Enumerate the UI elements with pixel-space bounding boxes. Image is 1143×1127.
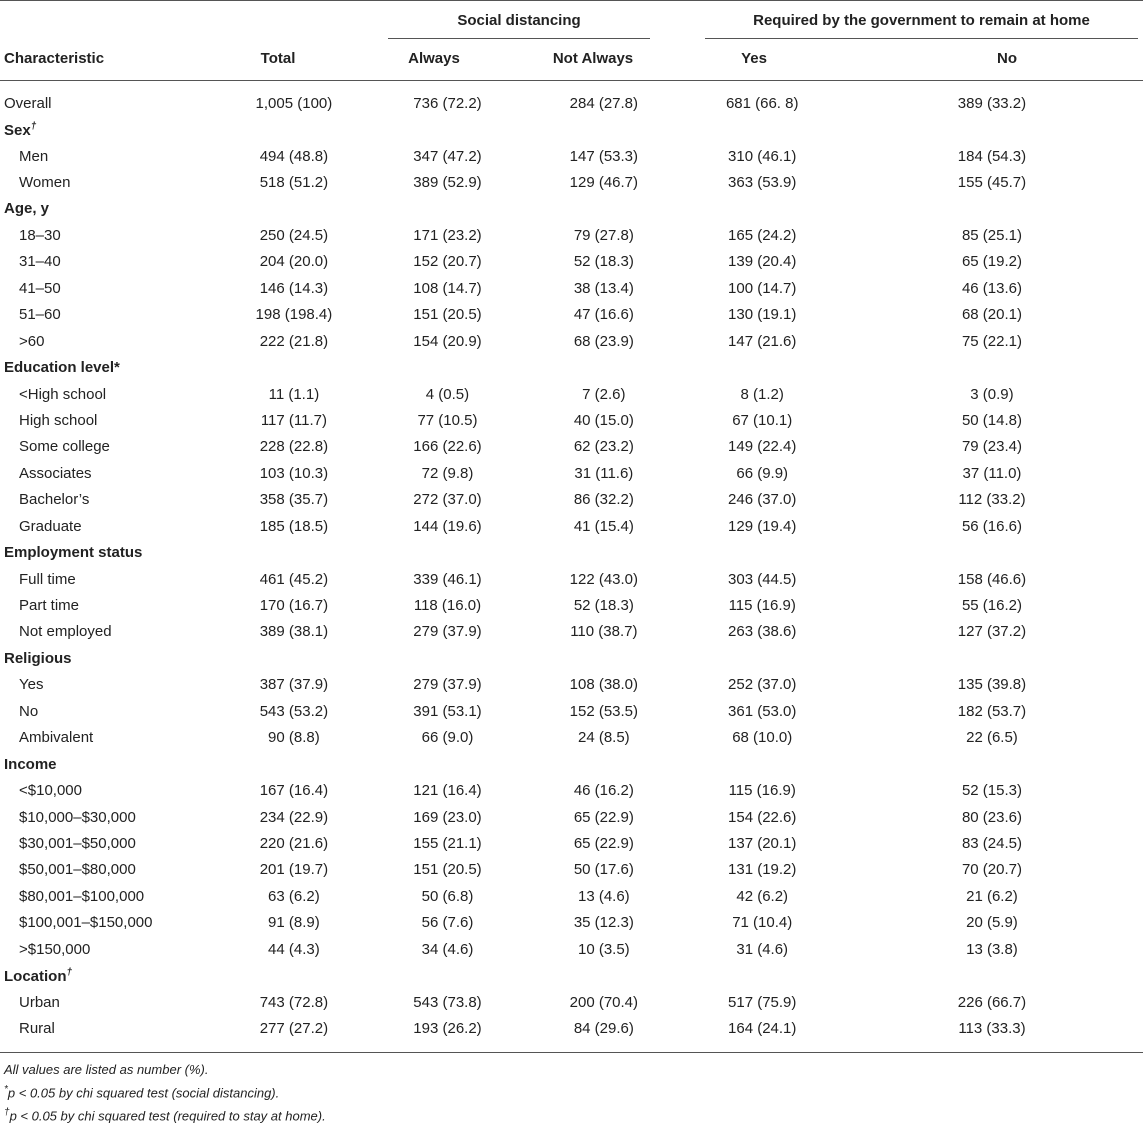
table-cell: 65 (19.2) bbox=[961, 253, 1022, 271]
table-cell: 193 (26.2) bbox=[413, 1020, 482, 1038]
table-cell: 80 (23.6) bbox=[961, 808, 1022, 826]
table-cell: 65 (22.9) bbox=[573, 808, 634, 826]
table-row bbox=[0, 804, 1143, 830]
table-row bbox=[0, 592, 1143, 618]
section-label bbox=[0, 354, 1143, 380]
table-cell: 37 (11.0) bbox=[962, 464, 1022, 482]
table-cell: 122 (43.0) bbox=[569, 570, 639, 588]
table-cell: 167 (16.4) bbox=[259, 782, 329, 800]
table-cell: 79 (23.4) bbox=[961, 438, 1022, 456]
table-cell: 129 (46.7) bbox=[569, 174, 639, 192]
table-cell: 166 (22.6) bbox=[413, 438, 482, 456]
top-rule bbox=[0, 0, 1143, 1]
table-cell: 52 (15.3) bbox=[961, 782, 1022, 800]
table-cell: 13 (3.8) bbox=[966, 940, 1018, 958]
table-cell: 169 (23.0) bbox=[413, 808, 482, 826]
table-cell: 67 (10.1) bbox=[732, 411, 793, 429]
table-cell: 543 (73.8) bbox=[413, 993, 482, 1011]
table-cell: 44 (4.3) bbox=[268, 940, 320, 958]
table-cell: 339 (46.1) bbox=[413, 570, 482, 588]
table-cell: 149 (22.4) bbox=[728, 438, 797, 456]
table-cell: 21 (6.2) bbox=[966, 887, 1018, 905]
table-cell: 347 (47.2) bbox=[413, 147, 482, 165]
table-row bbox=[0, 222, 1143, 248]
table-cell: 543 (53.2) bbox=[259, 702, 329, 720]
table-cell: 56 (16.6) bbox=[961, 517, 1022, 535]
section-label-text: Age, y bbox=[4, 200, 50, 218]
table-cell: 152 (53.5) bbox=[569, 702, 639, 720]
row-label: $50,001–$80,000 bbox=[19, 861, 136, 879]
table-cell: 184 (54.3) bbox=[957, 147, 1027, 165]
section-row bbox=[0, 751, 1143, 777]
section-label bbox=[0, 962, 1143, 988]
table-cell: 24 (8.5) bbox=[577, 729, 630, 747]
table-cell: 222 (21.8) bbox=[259, 332, 329, 350]
table-cell: 75 (22.1) bbox=[961, 332, 1022, 350]
column-header-not-always: Not Always bbox=[552, 50, 634, 67]
row-label: Some college bbox=[19, 438, 110, 456]
table-cell: 108 (38.0) bbox=[569, 676, 639, 694]
table-cell: 108 (14.7) bbox=[413, 279, 482, 297]
table-cell: 152 (20.7) bbox=[413, 253, 482, 271]
table-cell: 50 (17.6) bbox=[573, 861, 634, 879]
group-rule-social-distancing bbox=[388, 38, 650, 39]
table-cell: 63 (6.2) bbox=[268, 887, 320, 905]
footnote-values: All values are listed as number (%). bbox=[4, 1062, 209, 1077]
row-label: Bachelor’s bbox=[19, 491, 90, 509]
table-cell: 47 (16.6) bbox=[573, 306, 634, 324]
table-cell: 129 (19.4) bbox=[728, 517, 797, 535]
table-cell: 13 (4.6) bbox=[577, 887, 630, 905]
data-table bbox=[0, 90, 1143, 1042]
table-row bbox=[0, 513, 1143, 539]
table-row bbox=[0, 883, 1143, 909]
table-row bbox=[0, 275, 1143, 301]
table-cell: 252 (37.0) bbox=[728, 676, 797, 694]
table-footnotes bbox=[4, 1060, 326, 1127]
section-label bbox=[0, 196, 1143, 222]
row-label: Full time bbox=[19, 570, 76, 588]
column-header-yes: Yes bbox=[741, 50, 767, 67]
table-cell: 171 (23.2) bbox=[413, 226, 482, 244]
section-label bbox=[0, 116, 1143, 142]
table-cell: 10 (3.5) bbox=[577, 940, 630, 958]
table-cell: 22 (6.5) bbox=[966, 729, 1018, 747]
table-cell: 363 (53.9) bbox=[728, 174, 797, 192]
table-cell: 131 (19.2) bbox=[728, 861, 797, 879]
table-cell: 4 (0.5) bbox=[425, 385, 470, 403]
table-row bbox=[0, 910, 1143, 936]
table-cell: 85 (25.1) bbox=[961, 226, 1022, 244]
section-label-text: Religious bbox=[4, 649, 72, 667]
table-cell: 71 (10.4) bbox=[732, 914, 793, 932]
table-cell: 250 (24.5) bbox=[259, 226, 329, 244]
table-cell: 31 (4.6) bbox=[736, 940, 789, 958]
table-row bbox=[0, 143, 1143, 169]
table-cell: 272 (37.0) bbox=[413, 491, 482, 509]
table-row bbox=[0, 90, 1143, 116]
table-cell: 201 (19.7) bbox=[259, 861, 329, 879]
row-label: 51–60 bbox=[19, 306, 61, 324]
table-row bbox=[0, 169, 1143, 195]
table-cell: 100 (14.7) bbox=[728, 279, 797, 297]
section-row bbox=[0, 196, 1143, 222]
footnote-social-text: p < 0.05 by chi squared test (social distancing). bbox=[7, 1085, 280, 1101]
group-header-social-distancing: Social distancing bbox=[457, 12, 581, 29]
section-footnote-mark: † bbox=[66, 966, 73, 978]
table-cell: 246 (37.0) bbox=[728, 491, 797, 509]
row-label: <High school bbox=[19, 385, 107, 403]
table-row bbox=[0, 487, 1143, 513]
table-row bbox=[0, 857, 1143, 883]
table-cell: 52 (18.3) bbox=[573, 597, 634, 615]
table-row bbox=[0, 725, 1143, 751]
section-label bbox=[0, 751, 1143, 777]
row-label: Yes bbox=[19, 676, 44, 694]
table-cell: 90 (8.8) bbox=[268, 729, 320, 747]
table-row bbox=[0, 777, 1143, 803]
table-cell: 204 (20.0) bbox=[259, 253, 329, 271]
row-label: 41–50 bbox=[19, 279, 61, 297]
table-row bbox=[0, 249, 1143, 275]
table-cell: 182 (53.7) bbox=[957, 702, 1027, 720]
table-cell: 165 (24.2) bbox=[728, 226, 797, 244]
row-label: <$10,000 bbox=[19, 782, 82, 800]
row-label: $100,001–$150,000 bbox=[19, 914, 153, 932]
table-cell: 200 (70.4) bbox=[569, 993, 639, 1011]
table-cell: 83 (24.5) bbox=[961, 834, 1022, 852]
group-rule-remain-at-home bbox=[705, 38, 1138, 39]
table-body bbox=[0, 90, 1143, 1042]
table-cell: 46 (16.2) bbox=[573, 782, 634, 800]
table-cell: 151 (20.5) bbox=[413, 861, 482, 879]
table-cell: 115 (16.9) bbox=[728, 597, 796, 615]
table-cell: 41 (15.4) bbox=[573, 517, 634, 535]
row-label: >$150,000 bbox=[19, 940, 91, 958]
column-header-no: No bbox=[997, 50, 1017, 67]
table-cell: 154 (22.6) bbox=[728, 808, 797, 826]
table-cell: 38 (13.4) bbox=[573, 279, 634, 297]
table-cell: 137 (20.1) bbox=[728, 834, 797, 852]
table-cell: 198 (198.4) bbox=[255, 306, 333, 324]
table-cell: 62 (23.2) bbox=[573, 438, 634, 456]
table-cell: 112 (33.2) bbox=[958, 491, 1026, 509]
table-cell: 389 (52.9) bbox=[413, 174, 482, 192]
table-cell: 303 (44.5) bbox=[728, 570, 797, 588]
row-label: >60 bbox=[19, 332, 45, 350]
footnote-mark-asterisk: * bbox=[4, 1084, 8, 1095]
group-header-remain-at-home: Required by the government to remain at home bbox=[753, 12, 1090, 29]
table-cell: 154 (20.9) bbox=[413, 332, 482, 350]
table-cell: 1,005 (100) bbox=[255, 94, 333, 112]
section-label-text: Sex bbox=[4, 121, 31, 139]
row-label: Men bbox=[19, 147, 49, 165]
table-cell: 52 (18.3) bbox=[573, 253, 634, 271]
table-cell: 279 (37.9) bbox=[413, 676, 482, 694]
row-label: Rural bbox=[19, 1020, 55, 1038]
section-label-text: Employment status bbox=[4, 544, 143, 562]
table-cell: 79 (27.8) bbox=[573, 226, 634, 244]
table-cell: 389 (33.2) bbox=[957, 94, 1027, 112]
table-cell: 361 (53.0) bbox=[728, 702, 797, 720]
row-label: Not employed bbox=[19, 623, 112, 641]
row-label: $80,001–$100,000 bbox=[19, 887, 145, 905]
table-cell: 234 (22.9) bbox=[259, 808, 329, 826]
table-cell: 8 (1.2) bbox=[740, 385, 784, 403]
table-cell: 31 (11.6) bbox=[574, 464, 634, 482]
table-cell: 50 (6.8) bbox=[421, 887, 474, 905]
row-label: 18–30 bbox=[19, 226, 61, 244]
section-row bbox=[0, 354, 1143, 380]
table-cell: 20 (5.9) bbox=[966, 914, 1018, 932]
section-footnote-mark: † bbox=[30, 120, 37, 132]
table-cell: 42 (6.2) bbox=[736, 887, 789, 905]
table-cell: 46 (13.6) bbox=[961, 279, 1022, 297]
table-cell: 50 (14.8) bbox=[961, 411, 1022, 429]
table-cell: 121 (16.4) bbox=[413, 782, 482, 800]
table-cell: 68 (20.1) bbox=[961, 306, 1022, 324]
table-cell: 70 (20.7) bbox=[961, 861, 1022, 879]
table-row bbox=[0, 830, 1143, 856]
table-cell: 118 (16.0) bbox=[413, 597, 482, 615]
row-label: Overall bbox=[4, 94, 52, 112]
table-cell: 220 (21.6) bbox=[259, 834, 329, 852]
table-cell: 35 (12.3) bbox=[573, 914, 634, 932]
footnote-mark-dagger: † bbox=[4, 1107, 10, 1119]
header-rule bbox=[0, 80, 1143, 81]
table-row bbox=[0, 698, 1143, 724]
table-cell: 389 (38.1) bbox=[259, 623, 329, 641]
column-header-total: Total bbox=[260, 50, 296, 67]
table-cell: 391 (53.1) bbox=[413, 702, 482, 720]
section-row bbox=[0, 116, 1143, 142]
table-cell: 103 (10.3) bbox=[259, 464, 329, 482]
row-label: Associates bbox=[19, 464, 92, 482]
table-cell: 68 (10.0) bbox=[732, 729, 793, 747]
table-row bbox=[0, 672, 1143, 698]
table-cell: 34 (4.6) bbox=[421, 940, 474, 958]
table-cell: 170 (16.7) bbox=[259, 597, 329, 615]
table-row bbox=[0, 434, 1143, 460]
section-label bbox=[0, 539, 1143, 565]
table-cell: 518 (51.2) bbox=[259, 174, 329, 192]
table-cell: 736 (72.2) bbox=[413, 94, 482, 112]
section-label-text: Income bbox=[4, 755, 57, 773]
table-cell: 155 (45.7) bbox=[957, 174, 1027, 192]
section-label bbox=[0, 645, 1143, 671]
table-cell: 517 (75.9) bbox=[728, 993, 797, 1011]
table-row bbox=[0, 566, 1143, 592]
table-row bbox=[0, 407, 1143, 433]
row-label: Women bbox=[19, 174, 71, 192]
table-cell: 158 (46.6) bbox=[957, 570, 1027, 588]
table-cell: 77 (10.5) bbox=[417, 411, 478, 429]
table-row bbox=[0, 381, 1143, 407]
table-cell: 147 (53.3) bbox=[569, 147, 639, 165]
table-cell: 135 (39.8) bbox=[957, 676, 1027, 694]
table-cell: 461 (45.2) bbox=[259, 570, 329, 588]
table-cell: 743 (72.8) bbox=[259, 993, 329, 1011]
row-label: $30,001–$50,000 bbox=[19, 834, 136, 852]
table-cell: 68 (23.9) bbox=[573, 332, 634, 350]
table-cell: 155 (21.1) bbox=[413, 834, 482, 852]
table-cell: 110 (38.7) bbox=[570, 623, 638, 641]
table-cell: 358 (35.7) bbox=[259, 491, 329, 509]
row-label: No bbox=[19, 702, 39, 720]
table-cell: 113 (33.3) bbox=[958, 1020, 1026, 1038]
footnote-social-distancing bbox=[4, 1080, 326, 1103]
table-cell: 66 (9.0) bbox=[421, 729, 474, 747]
table-cell: 263 (38.6) bbox=[728, 623, 797, 641]
table-cell: 65 (22.9) bbox=[573, 834, 634, 852]
table-cell: 151 (20.5) bbox=[413, 306, 482, 324]
table-cell: 72 (9.8) bbox=[421, 464, 474, 482]
table-cell: 228 (22.8) bbox=[259, 438, 329, 456]
table-cell: 147 (21.6) bbox=[728, 332, 797, 350]
table-cell: 146 (14.3) bbox=[259, 279, 329, 297]
section-label-text: Education level* bbox=[4, 359, 120, 377]
table-cell: 144 (19.6) bbox=[413, 517, 482, 535]
table-cell: 84 (29.6) bbox=[573, 1020, 634, 1038]
table-cell: 7 (2.6) bbox=[582, 385, 626, 403]
row-label: Ambivalent bbox=[19, 729, 94, 747]
table-cell: 284 (27.8) bbox=[569, 94, 639, 112]
table-cell: 387 (37.9) bbox=[259, 676, 329, 694]
table-cell: 226 (66.7) bbox=[957, 993, 1027, 1011]
table-row bbox=[0, 1015, 1143, 1041]
column-header-always: Always bbox=[408, 50, 460, 67]
table-cell: 117 (11.7) bbox=[260, 411, 327, 429]
table-cell: 127 (37.2) bbox=[957, 623, 1027, 641]
table-row bbox=[0, 328, 1143, 354]
table-cell: 279 (37.9) bbox=[413, 623, 482, 641]
table-cell: 115 (16.9) bbox=[728, 782, 796, 800]
table-cell: 55 (16.2) bbox=[961, 597, 1022, 615]
section-label-text: Location bbox=[4, 967, 67, 985]
table-cell: 164 (24.1) bbox=[728, 1020, 797, 1038]
section-row bbox=[0, 539, 1143, 565]
row-label: High school bbox=[19, 411, 98, 429]
bottom-rule bbox=[0, 1052, 1143, 1053]
column-header-characteristic: Characteristic bbox=[4, 50, 105, 67]
table-cell: 310 (46.1) bbox=[728, 147, 797, 165]
footnote-stay-home bbox=[4, 1103, 326, 1126]
table-cell: 3 (0.9) bbox=[970, 385, 1014, 403]
table-cell: 139 (20.4) bbox=[728, 253, 797, 271]
table-cell: 91 (8.9) bbox=[268, 914, 320, 932]
table-cell: 681 (66. 8) bbox=[725, 94, 799, 112]
table-row bbox=[0, 302, 1143, 328]
row-label: 31–40 bbox=[19, 253, 61, 271]
table-row bbox=[0, 936, 1143, 962]
table-cell: 494 (48.8) bbox=[259, 147, 329, 165]
table-cell: 40 (15.0) bbox=[573, 411, 634, 429]
table-cell: 56 (7.6) bbox=[421, 914, 474, 932]
row-label: Graduate bbox=[19, 517, 82, 535]
table-cell: 277 (27.2) bbox=[259, 1020, 329, 1038]
table-cell: 66 (9.9) bbox=[736, 464, 789, 482]
table-cell: 86 (32.2) bbox=[573, 491, 634, 509]
table-cell: 130 (19.1) bbox=[728, 306, 797, 324]
table-cell: 11 (1.1) bbox=[268, 385, 320, 403]
table-row bbox=[0, 460, 1143, 486]
table-row bbox=[0, 989, 1143, 1015]
table-row bbox=[0, 619, 1143, 645]
section-row bbox=[0, 645, 1143, 671]
row-label: $10,000–$30,000 bbox=[19, 808, 136, 826]
footnote-home-text: p < 0.05 by chi squared test (required to stay at home). bbox=[9, 1108, 326, 1124]
section-row bbox=[0, 962, 1143, 988]
table-cell: 185 (18.5) bbox=[259, 517, 329, 535]
row-label: Urban bbox=[19, 993, 60, 1011]
row-label: Part time bbox=[19, 597, 80, 615]
